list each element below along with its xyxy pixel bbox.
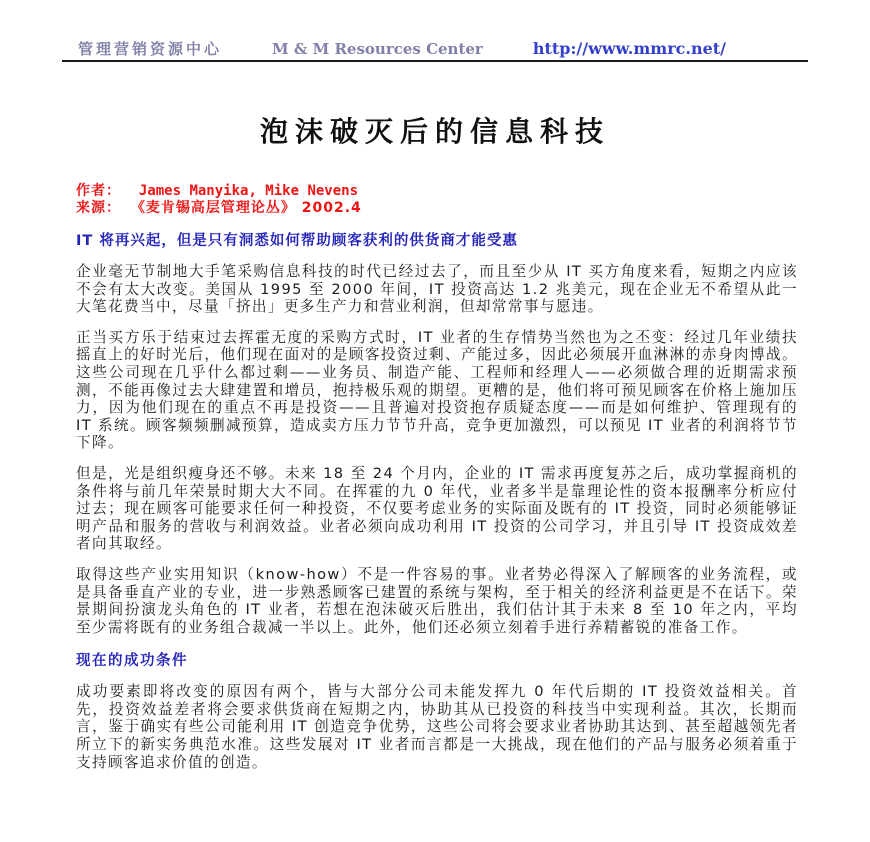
source-label: 来源： [76,200,121,216]
lead-heading: IT 将再兴起，但是只有洞悉如何帮助顾客获利的供货商才能受惠 [76,233,518,249]
article-title: 泡沫破灭后的信息科技 [259,115,610,148]
source-value: 《麦肯锡高层管理论丛》 2002.4 [130,200,362,216]
source-row [76,200,798,217]
article-paragraph-3: 但是，光是组织瘦身还不够。未来 18 至 24 个月内，企业的 IT 需求再度复苏之后，成功掌握商机的条件将与前几年荣景时期大大不同。在挥霍的九 0 年代，业者多半是靠理论性的资本报酬率分析应付过去；现在顾客可能要求任何一种投资，不仅要考虑业务的实际面及既有的 IT 投资，同时必须能够证明产品和服务的营收与利润效益。业者必须向成功利用 IT 投资的公司学习，并且引导 IT 投资成效差者向其取经。 [76,464,798,553]
author-label: 作者： [76,183,121,199]
site-name-english: M & M Resources Center [272,40,483,58]
article-meta [76,183,798,217]
section-heading-success-conditions: 现在的成功条件 [76,653,188,670]
site-url-link[interactable]: http://www.mmrc.net/ [532,39,726,58]
article-paragraph-1: 企业毫无节制地大手笔采购信息科技的时代已经过去了，而且至少从 IT 买方角度来看，短期之内应该不会有太大改变。美国从 1995 至 2000 年间，IT 投资高达 1.2 兆美元，现在企业无不希望从此一大笔花费当中，尽量「挤出」更多生产力和营业利润，但却常常事与愿违。 [76,263,798,316]
author-value: James Manyika, Mike Nevens [138,183,359,199]
section-paragraph-1: 成功要素即将改变的原因有两个，皆与大部分公司未能发挥九 0 年代后期的 IT 投资效益相关。首先，投资效益差者将会要求供货商在短期之内，协助其从已投资的科技当中实现利益。其次，长期而言，鉴于确实有些公司能利用 IT 创造竞争优势，这些公司将会要求业者协助其达到、甚至超越领先者所立下的新实务典范水准。这些发展对 IT 业者而言都是一大挑战，现在他们的产品与服务必须着重于支持顾客追求价值的创造。 [76,683,798,771]
header-divider-rule [62,60,808,62]
article-paragraph-4: 取得这些产业实用知识（know-how）不是一件容易的事。业者势必得深入了解顾客的业务流程，或是具备垂直产业的专业，进一步熟悉顾客已建置的系统与架构，至于相关的经济利益更是不在话下。荣景期间扮演龙头角色的 IT 业者，若想在泡沫破灭后胜出，我们估计其于未来 8 至 10 年之内，平均至少需将既有的业务组合裁减一半以上。此外，他们还必须立刻着手进行养精蓄锐的准备工作。 [76,565,798,636]
article-paragraph-2: 正当买方乐于结束过去挥霍无度的采购方式时，IT 业者的生存情势当然也为之丕变：经过几年业绩扶摇直上的好时光后，他们现在面对的是顾客投资过剩、产能过多，因此必须展开血淋淋的赤身肉博战。这些公司现在几乎什么都过剩——业务员、制造产能、工程师和经理人——必须做合理的近期需求预测，不能再像过去大肆建置和增员，抱持极乐观的期望。更糟的是，他们将可预见顾客在价格上施加压力，因为他们现在的重点不再是投资——且普遍对投资抱存质疑态度——而是如何维护、管理现有的 IT 系统。顾客频频删减预算，造成卖方压力节节升高，竞争更加激烈，可以预见 IT 业者的利润将节节下降。 [76,328,798,452]
page-header [78,38,726,59]
author-row [76,183,798,200]
site-name-chinese: 管理营销资源中心 [78,40,223,58]
article-content [76,183,798,771]
